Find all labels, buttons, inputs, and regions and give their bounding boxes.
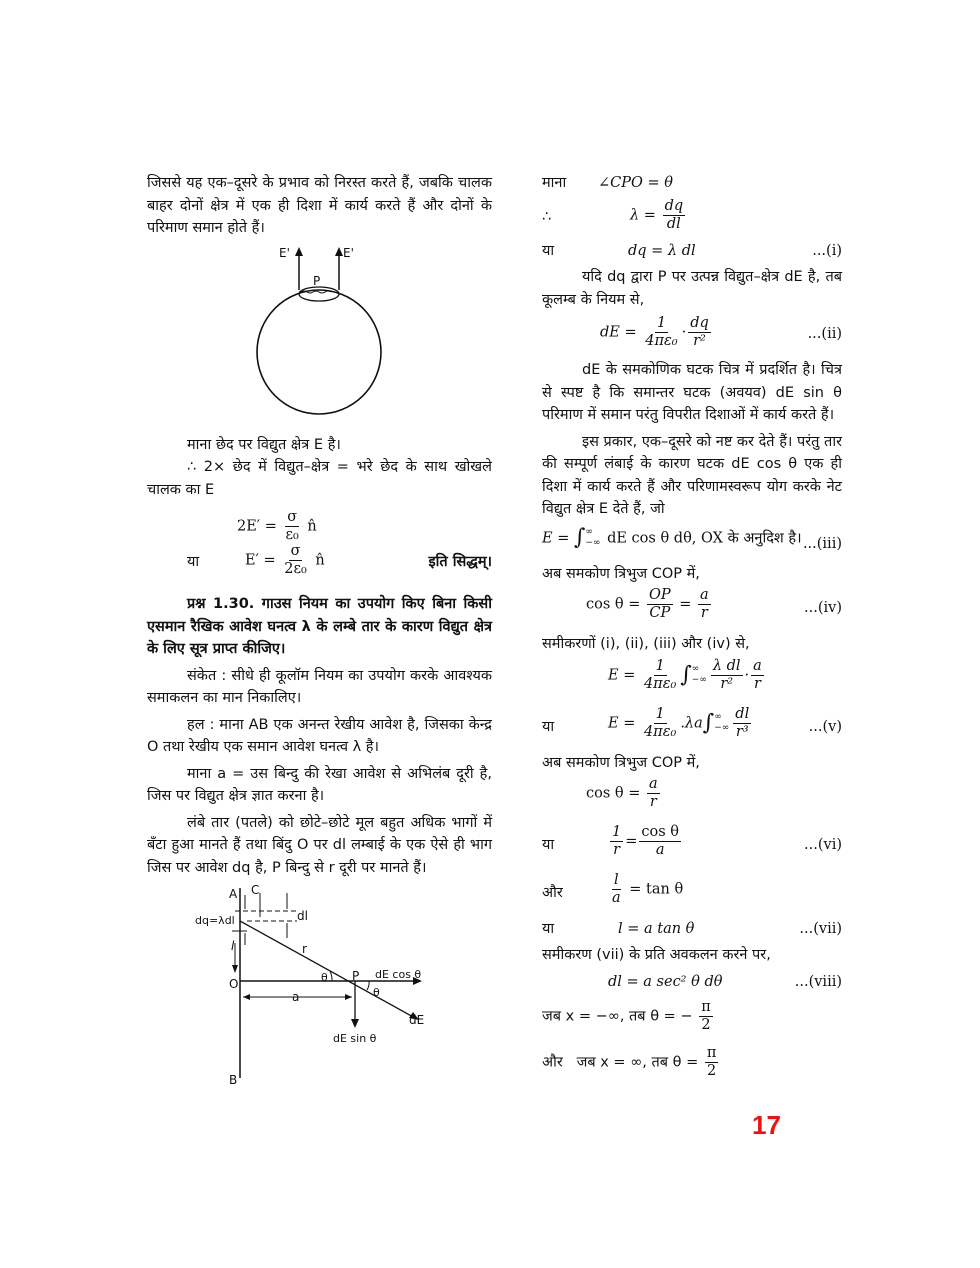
label-de-sin: dE sin θ [333,1032,377,1045]
label-p-point: P [352,969,360,983]
question-heading: प्रश्न 1.30. गाउस नियम का उपयोग किए बिना किसी एसमान रैखिक आवेश घनत्व λ के लम्बे तार के कारण विद्युत क्षेत्र के लिए सूत्र प्राप्त कीजिए। [147,596,492,657]
eq-iii: E = ∫ ∞ −∞ dE cos θ dθ, OX के अनुदिश है। ...(iii) [542,524,842,552]
label-de-cos: dE cos θ [375,968,422,981]
combine-text: समीकरणों (i), (ii), (iii) और (iv) से, [542,636,750,652]
eq-limit-upper: और जब x = ∞, तब θ = $\frac{\pi}{2}$ [542,1044,717,1079]
eq-viii: dl = a sec² θ dθ ...(viii) [608,973,842,990]
label-c-point: C [251,883,260,897]
eq-i: या dq = λ dl ...(i) [542,243,842,259]
label-theta-1: θ [321,971,328,984]
distance-a-text: माना a = उस बिन्दु की रेखा आवेश से अभिलंब दूरी है, जिस पर विद्युत क्षेत्र ज्ञात करना है। [147,765,492,804]
label-r: r [302,942,307,956]
sphere-label-e-right: E' [343,245,354,260]
net-field-text: इस प्रकार, एक–दूसरे को नष्ट कर देते हैं। परंतु तार की सम्पूर्ण लंबाई के कारण घटक dE cos θ एक ही दिशा में कार्य करते हैं और परिणामस्वरूप योग करके नेट विद्युत क्षेत्र E देते हैं, जो [542,433,842,517]
equation-e-prime: या E′ = $\frac{\sigma}{\text{2ε₀}}$ n̂ इति सिद्धम्। [187,543,492,577]
equation-2e-prime: 2E′ = $\frac{\sigma}{\text{ε₀}}$ n̂ [237,509,317,543]
label-o-point: O [229,977,239,991]
label-de: dE [409,1013,425,1027]
triangle-text-1: अब समकोण त्रिभुज COP में, [542,565,700,582]
hollow-sphere-figure [147,244,492,434]
eq-iv: cos θ = $\frac{OP}{CP}$ = $\frac{a}{r}$ ...(iv) [586,587,842,621]
label-l: l [231,939,235,953]
right-column [542,172,842,1093]
triangle-text-2: अब समकोण त्रिभुज COP में, [542,754,700,771]
eq-combined: E = $\frac{1}{\text{4πε₀}}$ ∫ ∞ −∞ $\frac{\text{λ dl}}{\text{r²}}$ · $\frac{a}{r}$ [608,657,762,692]
therefore-text: ∴ 2× छेद में विद्युत–क्षेत्र = भरे छेद के साथ खोखले चालक का E [147,459,492,498]
eq-angle: माना ∠CPO = θ [542,175,673,191]
eq-tan: और $\frac{l}{a}$ = tan θ [542,872,684,906]
eq-vi: या $\frac{1}{r}$ = $\frac{\text{cos θ}}{a}$ ...(vi) [542,824,842,858]
components-text: dE के समकोणिक घटक चित्र में प्रदर्शित है। चित्र से स्पष्ट है कि समान्तर घटक (अवयव) dE sin θ परिमाण में समान परंतु विपरीत दिशाओं में कार्य करते हैं। [542,362,842,423]
eq-lambda: ∴ λ = $\frac{dq}{dl}$ [542,198,684,232]
sphere-label-e-left: E' [279,245,290,260]
solution-text: हल : माना AB एक अनन्त रेखीय आवेश है, जिसका केन्द्र O तथा रेखीय एक समान आवेश घनत्व λ है। [147,716,492,755]
qed-text: इति सिद्धम्। [428,554,492,570]
eq-cos: cos θ = $\frac{a}{r}$ [586,776,658,810]
sphere-label-p: P [313,273,321,288]
label-b-point: B [229,1073,238,1087]
page-number: 17 [752,1110,781,1140]
left-column [147,172,492,1087]
label-theta-2: θ [373,986,380,999]
hole-field-text: माना छेद पर विद्युत क्षेत्र E है। [187,436,341,453]
line-charge-figure [147,883,492,1087]
coulomb-text: यदि dq द्वारा P पर उत्पन्न विद्युत–क्षेत्र dE है, तब कूलम्ब के नियम से, [542,269,842,308]
label-a-point: A [229,887,238,901]
label-dl: dl [297,909,308,923]
wire-division-text: लंबे तार (पतले) को छोटे–छोटे मूल बहुत अधिक भागों में बँटा हुआ मानते हैं तथा बिंदु O पर dl लम्बाई के एक ऐसे ही भाग जिस पर आवेश dq है, P बिन्दु से r दूरी पर मानते हैं। [147,814,492,876]
differentiate-text: समीकरण (vii) के प्रति अवकलन करने पर, [542,947,771,963]
intro-paragraph: जिससे यह एक–दूसरे के प्रभाव को निरस्त करते हैं, जबकि चालक बाहर दोनों क्षेत्र में एक ही दिशा में कार्य करते हैं और दोनों के परिमाण समान होते हैं। [147,175,492,236]
eq-vii: या l = a tan θ ...(vii) [542,921,842,937]
eq-limit-lower: जब x = −∞, तब θ = − $\frac{\pi}{2}$ [542,998,711,1033]
hint-text: संकेत : सीधे ही कूलॉम नियम का उपयोग करके आवश्यक समाकलन का मान निकालिए। [147,667,492,706]
label-a-distance: a [292,990,300,1004]
label-dq: dq=λdl [195,914,235,927]
eq-ii: dE = $\frac{1}{\text{4πε₀}}$ · $\frac{dq}{\text{r²}}$ ...(ii) [600,315,842,349]
eq-v: या E = $\frac{1}{\text{4πε₀}}$ .λa∫ ∞ −∞ $\frac{dl}{\text{r³}}$ ...(v) [542,705,842,740]
